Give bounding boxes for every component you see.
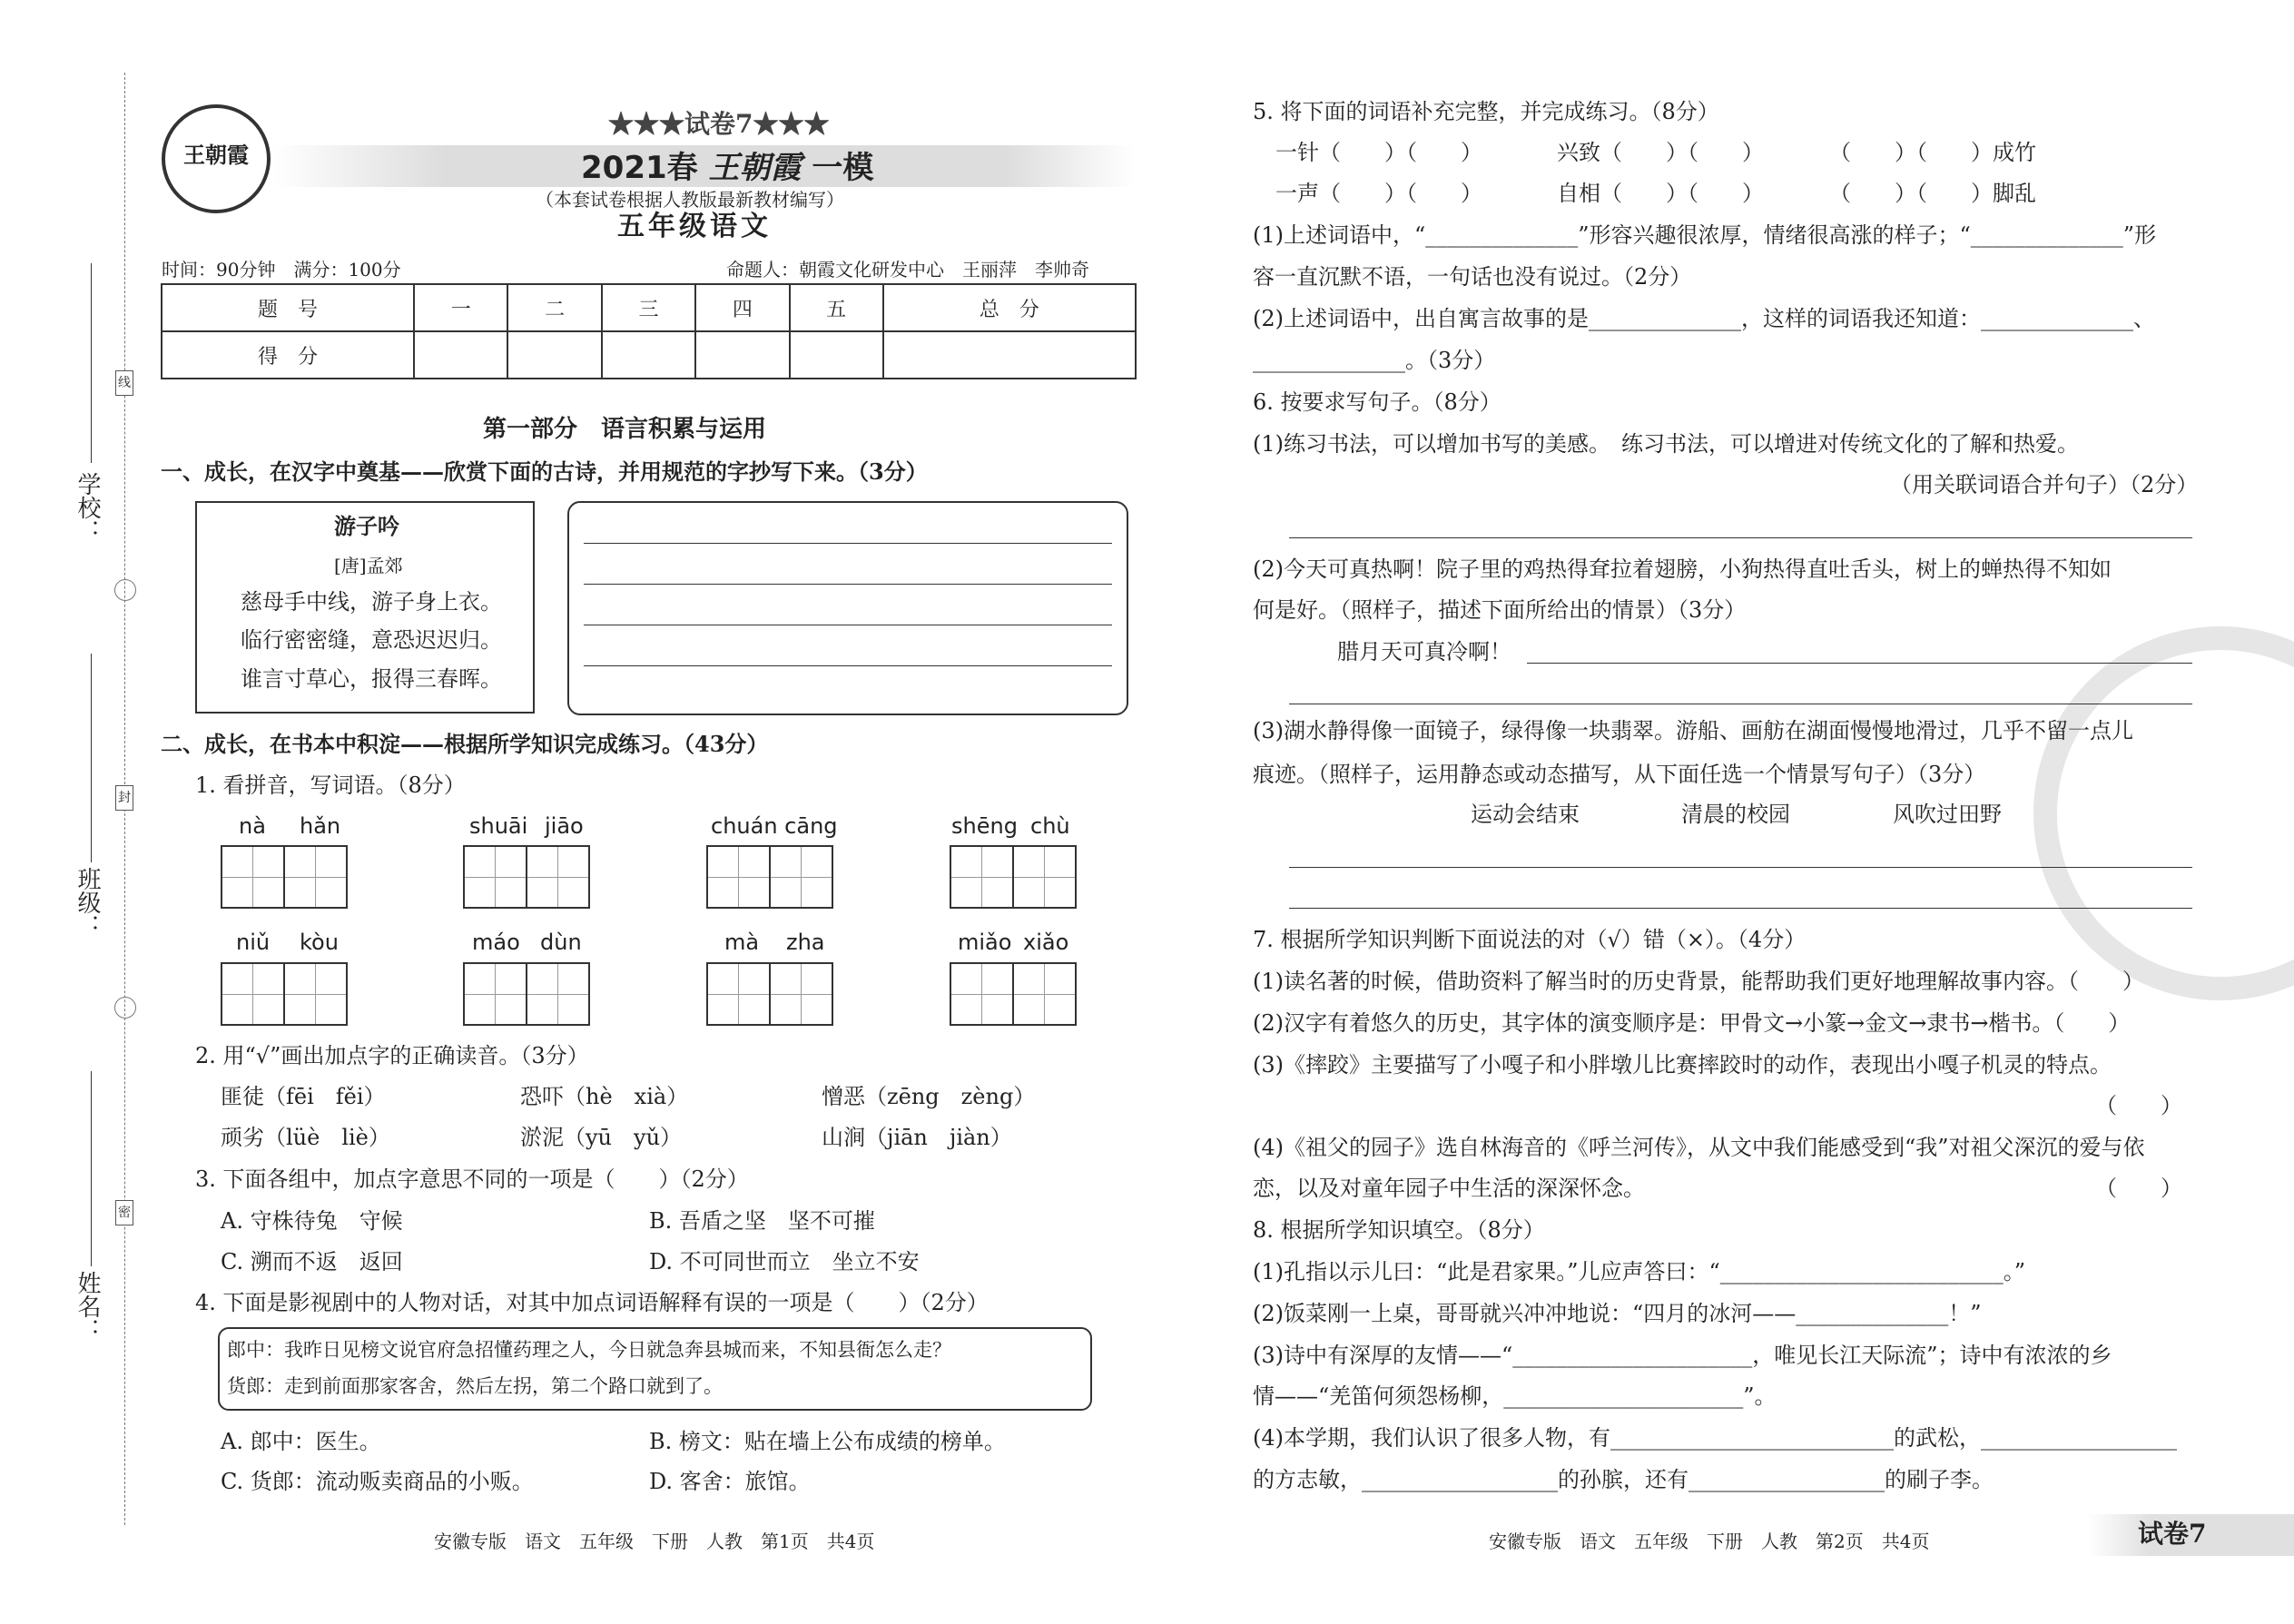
score-table-header-row [162, 284, 1136, 331]
q6-sub: (3)湖水静得像一面镜子，绿得像一块翡翠。游船、画舫在湖面慢慢地滑过，几乎不留一点儿 [1253, 718, 2133, 743]
score-input-cell[interactable] [883, 331, 1136, 379]
q5-word: （ ）（ ）脚乱 [1829, 181, 2036, 206]
main-title-year: 2021春 [581, 150, 698, 186]
dialog-line: 货郎：走到前面那家客舍，然后左拐，第二个路口就到了。 [227, 1375, 723, 1397]
character-box[interactable] [950, 962, 1013, 1026]
binding-mark-line: 线 [115, 370, 133, 396]
pinyin-label: chuán cāng [711, 813, 838, 839]
score-input-cell[interactable] [602, 331, 695, 379]
q7-text: 7. 根据所学知识判断下面说法的对（√）错（×）。（4分） [1253, 927, 1807, 952]
class-label: 班级： [74, 867, 101, 938]
poem-author: [唐]孟郊 [334, 555, 403, 576]
binding-mark-secret: 密 [115, 1200, 133, 1225]
score-input-cell[interactable] [414, 331, 507, 379]
answer-line[interactable] [1527, 663, 2192, 664]
main-title-suffix: 一模 [812, 150, 874, 186]
score-table-cell: 二 [507, 284, 601, 331]
main-title [581, 150, 873, 186]
q5-sub: 容一直沉默不语，一句话也没有说过。（2分） [1253, 264, 1692, 290]
q2-option[interactable]: 顽劣（lüè liè） [221, 1125, 390, 1150]
school-blank[interactable] [91, 263, 92, 463]
q8-item[interactable]: 的方志敏，__________________的孙膑，还有__________________的刷子李。 [1253, 1467, 1994, 1492]
q2-option[interactable]: 山涧（jiān jiàn） [822, 1125, 1012, 1150]
q2-text: 2. 用“√”画出加点字的正确读音。（3分） [195, 1043, 589, 1068]
q8-item[interactable]: (4)本学期，我们认识了很多人物，有__________________________的武松，__________________ [1253, 1425, 2177, 1451]
q6-prompt: 腊月天可真冷啊！ [1337, 639, 1511, 664]
dialog-line: 郎中：我昨日见榜文说官府急招懂药理之人，今日就急奔县城而来，不知县衙怎么走？ [227, 1339, 951, 1361]
q3-option[interactable]: A. 守株待兔 守候 [221, 1208, 403, 1234]
q8-item[interactable]: (3)诗中有深厚的友情——“______________________，唯见长江天际流”；诗中有浓浓的乡 [1253, 1343, 2112, 1368]
character-box[interactable] [284, 845, 348, 909]
footer-left: 安徽专版 语文 五年级 下册 人教 第1页 共4页 [434, 1530, 875, 1552]
character-box[interactable] [950, 845, 1013, 909]
character-box[interactable] [527, 962, 590, 1026]
q4-text: 4. 下面是影视剧中的人物对话，对其中加点词语解释有误的一项是（ ）（2分） [195, 1290, 989, 1315]
score-table-cell: 一 [414, 284, 507, 331]
scene-option[interactable]: 清晨的校园 [1681, 802, 1790, 827]
q4-option[interactable]: C. 货郎：流动贩卖商品的小贩。 [221, 1469, 534, 1494]
q4-option[interactable]: A. 郎中：医生。 [221, 1429, 381, 1454]
score-table-cell: 总 分 [883, 284, 1136, 331]
q3-option[interactable]: B. 吾盾之坚 坚不可摧 [649, 1208, 875, 1234]
q8-item[interactable]: (1)孔指以示儿曰：“此是君家果。”儿应声答曰：“__________________________。” [1253, 1259, 2026, 1284]
poem-line: 慈母手中线，游子身上衣。 [241, 589, 502, 615]
pinyin-label: shēng [951, 813, 1018, 839]
logo: 王朝霞 [162, 104, 271, 213]
main-title-brand: 王朝霞 [708, 150, 802, 186]
pinyin-label: niǔ [236, 930, 271, 955]
character-box[interactable] [221, 845, 284, 909]
poem-line: 谁言寸草心，报得三春晖。 [241, 666, 502, 692]
q8-text: 8. 根据所学知识填空。（8分） [1253, 1217, 1545, 1243]
q5-word: （ ）（ ）成竹 [1829, 140, 2036, 165]
q7-item: (4)《祖父的园子》选自林海音的《呼兰河传》，从文中我们能感受到“我”对祖父深沉的爱与依 [1253, 1135, 2145, 1160]
answer-line[interactable] [1289, 537, 2192, 538]
q2-option[interactable]: 淤泥（yū yǔ） [520, 1125, 683, 1150]
q7-item: 恋，以及对童年园子中生活的深深怀念。 [1253, 1176, 1645, 1201]
q7-paren[interactable]: （ ） [2095, 1176, 2182, 1201]
copy-line[interactable] [584, 584, 1112, 585]
q6-note: （用关联词语合并句子）（2分） [1890, 472, 2199, 497]
score-table [161, 283, 1137, 379]
q8-item[interactable]: 情——“羌笛何须怨杨柳，______________________”。 [1253, 1383, 1777, 1409]
binding-hole-icon [114, 997, 136, 1019]
score-input-cell[interactable] [790, 331, 883, 379]
character-box[interactable] [706, 845, 770, 909]
pinyin-label: zha [786, 930, 825, 955]
q7-item[interactable]: (1)读名著的时候，借助资料了解当时的历史背景，能帮助我们更好地理解故事内容。（ ） [1253, 969, 2144, 994]
q3-option[interactable]: D. 不可同世而立 坐立不安 [649, 1249, 920, 1275]
q3-text: 3. 下面各组中，加点字意思不同的一项是（ ）（2分） [195, 1166, 749, 1192]
q5-text: 5. 将下面的词语补充完整，并完成练习。（8分） [1253, 99, 1719, 124]
q7-item: (3)《摔跤》主要描写了小嘎子和小胖墩儿比赛摔跤时的动作，表现出小嘎子机灵的特点。 [1253, 1052, 2112, 1078]
school-label: 学校： [74, 472, 101, 543]
name-blank[interactable] [91, 1071, 92, 1266]
pinyin-label: hǎn [300, 813, 341, 839]
pinyin-label: chù [1030, 813, 1070, 839]
corner-label: 试卷7 [2138, 1519, 2207, 1549]
q5-sub: (1)上述词语中，“______________”形容兴趣很浓厚，情绪很高涨的样子；“______________”形 [1253, 222, 2157, 248]
q4-option[interactable]: D. 客舍：旅馆。 [649, 1469, 811, 1494]
score-table-score-row [162, 331, 1136, 379]
pinyin-label: xiǎo [1023, 930, 1069, 955]
q5-sub: ______________。（3分） [1253, 348, 1496, 373]
section1-heading: 一、成长，在汉字中奠基——欣赏下面的古诗，并用规范的字抄写下来。（3分） [161, 458, 928, 485]
pinyin-label: jiāo [545, 813, 584, 839]
grade-subject: 五年级语文 [617, 211, 772, 242]
q6-sub: 痕迹。（照样子，运用静态或动态描写，从下面任选一个情景写句子）（3分） [1253, 762, 1986, 787]
q5-word: 一声（ ）（ ） [1275, 181, 1482, 206]
copy-line[interactable] [584, 543, 1112, 544]
answer-line[interactable] [1289, 908, 2192, 909]
binding-hole-icon [114, 579, 136, 601]
q7-item[interactable]: (2)汉字有着悠久的历史，其字体的演变顺序是：甲骨文→小篆→金文→隶书→楷书。（ ） [1253, 1010, 2131, 1036]
q5-word: 自相（ ）（ ） [1557, 181, 1764, 206]
subtitle: （本套试卷根据人教版最新教材编写） [536, 189, 844, 211]
q6-sub: (1)练习书法，可以增加书写的美感。 练习书法，可以增进对传统文化的了解和热爱。 [1253, 431, 2079, 457]
character-box[interactable] [770, 962, 833, 1026]
character-box[interactable] [284, 962, 348, 1026]
q6-sub: 何是好。（照样子，描述下面所给出的情景）（3分） [1253, 597, 1747, 623]
q2-option[interactable]: 匪徒（fēi fěi） [221, 1084, 386, 1109]
answer-line[interactable] [1289, 867, 2192, 868]
poem-line: 临行密密缝，意恐迟迟归。 [241, 627, 502, 653]
pinyin-label: miǎo [958, 930, 1012, 955]
q8-item[interactable]: (2)饭菜刚一上桌，哥哥就兴冲冲地说：“四月的冰河——______________！” [1253, 1301, 1982, 1326]
character-box[interactable] [770, 845, 833, 909]
poem-title: 游子吟 [334, 513, 399, 539]
score-input-cell[interactable] [695, 331, 789, 379]
pinyin-label: nà [239, 813, 266, 839]
poem-copy-area[interactable] [567, 501, 1128, 715]
section2-heading: 二、成长，在书本中积淀——根据所学知识完成练习。（43分） [161, 731, 769, 757]
score-input-cell[interactable] [507, 331, 601, 379]
q6-sub: (2)今天可真热啊！院子里的鸡热得耷拉着翅膀，小狗热得直吐舌头，树上的蝉热得不知如 [1253, 556, 2112, 582]
character-box[interactable] [1013, 962, 1077, 1026]
character-box[interactable] [463, 962, 527, 1026]
character-box[interactable] [221, 962, 284, 1026]
footer-right: 安徽专版 语文 五年级 下册 人教 第2页 共4页 [1489, 1530, 1930, 1552]
time-info: 时间：90分钟 满分：100分 [162, 259, 401, 281]
pinyin-label: máo [472, 930, 520, 955]
author-info: 命题人：朝霞文化研发中心 王丽萍 李帅奇 [726, 259, 1089, 281]
watermark-stamp [2033, 626, 2294, 1000]
q1-text: 1. 看拼音，写词语。（8分） [195, 773, 466, 798]
q3-option[interactable]: C. 溯而不返 返回 [221, 1249, 403, 1275]
q6-text: 6. 按要求写句子。（8分） [1253, 389, 1501, 415]
part1-title: 第一部分 语言积累与运用 [483, 416, 767, 443]
character-box[interactable] [463, 845, 527, 909]
character-box[interactable] [1013, 845, 1077, 909]
scene-option[interactable]: 风吹过田野 [1893, 802, 2002, 827]
pinyin-label: dùn [540, 930, 582, 955]
character-box[interactable] [706, 962, 770, 1026]
score-table-cell: 三 [602, 284, 695, 331]
pinyin-label: kòu [300, 930, 339, 955]
q5-word: 兴致（ ）（ ） [1557, 140, 1764, 165]
score-table-cell: 四 [695, 284, 789, 331]
q2-option[interactable]: 憎恶（zēng zèng） [822, 1084, 1036, 1109]
q4-option[interactable]: B. 榜文：贴在墙上公布成绩的榜单。 [649, 1429, 1006, 1454]
q7-paren[interactable]: （ ） [2095, 1093, 2182, 1118]
q5-sub: (2)上述词语中，出自寓言故事的是______________，这样的词语我还知道：______________、 [1253, 306, 2155, 331]
q2-option[interactable]: 恐吓（hè xià） [520, 1084, 689, 1109]
pinyin-label: mà [724, 930, 760, 955]
q5-word: 一针（ ）（ ） [1275, 140, 1482, 165]
name-label: 姓名： [74, 1271, 101, 1342]
copy-line[interactable] [584, 665, 1112, 666]
class-blank[interactable] [91, 654, 92, 862]
exam-number-title: ★★★试卷7★★★ [608, 109, 830, 139]
binding-mark-seal: 封 [115, 785, 133, 811]
score-table-cell: 题 号 [162, 284, 414, 331]
score-table-cell: 五 [790, 284, 883, 331]
score-table-cell: 得 分 [162, 331, 414, 379]
scene-option[interactable]: 运动会结束 [1471, 802, 1580, 827]
pinyin-label: shuāi [469, 813, 528, 839]
character-box[interactable] [527, 845, 590, 909]
